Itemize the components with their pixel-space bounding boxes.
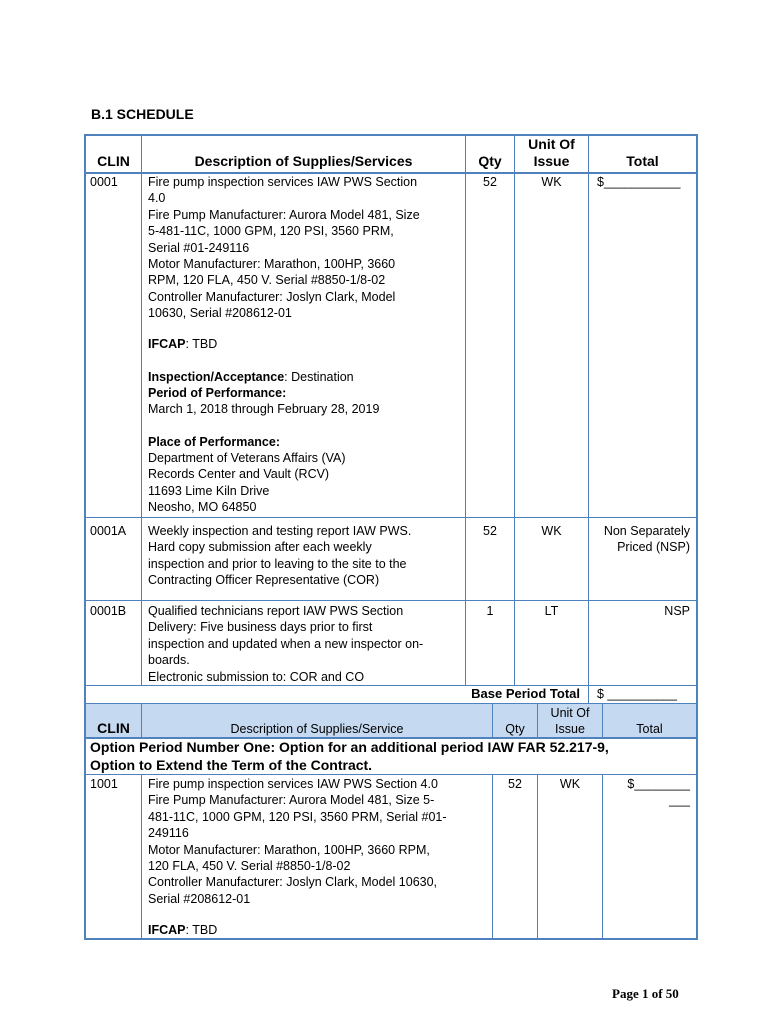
ifcap-label: IFCAP	[148, 923, 186, 937]
clin-cell: 1001	[90, 777, 118, 791]
ifcap-line	[148, 922, 217, 938]
col-line	[84, 134, 86, 704]
header-unit: Unit Of Issue	[528, 136, 575, 169]
qty-cell: 52	[508, 777, 522, 791]
inspection-line	[148, 369, 354, 385]
option-header-qty: Qty	[505, 722, 525, 736]
place-label: Place of Performance:	[148, 435, 280, 449]
option-header-total: Total	[636, 722, 663, 736]
col-line	[537, 775, 538, 939]
section-title: B.1 SCHEDULE	[91, 106, 194, 122]
ifcap-value: : TBD	[185, 923, 218, 937]
option-period-heading: Option Period Number One: Option for an additional period IAW FAR 52.217-9, Option to Extend the Term of the Contract.	[90, 739, 609, 773]
col-line	[696, 134, 698, 704]
page-number: Page 1 of 50	[612, 986, 679, 1001]
base-total-label: Base Period Total	[471, 686, 580, 701]
inspection-label: Inspection/Acceptance	[148, 370, 285, 384]
col-line	[84, 704, 86, 940]
option-header-description: Description of Supplies/Service	[230, 722, 404, 736]
clin-cell: 0001A	[90, 524, 127, 538]
table-border-top	[84, 134, 697, 136]
inspection-value: : Destination	[284, 370, 354, 384]
clin-cell: 0001	[90, 175, 118, 189]
col-line	[141, 775, 142, 939]
description-cell: Fire pump inspection services IAW PWS Section 4.0 Fire Pump Manufacturer: Aurora Model 481, Size 5-481-11C, 1000 GPM, 120 PSI, 3560 PRM, Serial #01-249116 Motor Manufacturer: Marathon, 100HP, 3660 RPM, 120 FLA, 450 V. Serial #8850-1/8-02 Controller Manufacturer: Joslyn Clark, Model 10630, Serial #208612-01	[148, 175, 420, 321]
total-cell: NSP	[664, 604, 690, 618]
header-description: Description of Supplies/Services	[194, 153, 413, 169]
unit-cell: LT	[544, 604, 559, 618]
col-line	[696, 704, 698, 940]
header-clin: CLIN	[97, 153, 130, 169]
header-qty: Qty	[478, 153, 502, 169]
unit-cell: WK	[541, 524, 562, 538]
option-header-clin: CLIN	[97, 720, 130, 736]
clin-cell: 0001B	[90, 604, 127, 618]
row-divider	[84, 600, 697, 601]
description-cell: Weekly inspection and testing report IAW PWS. Hard copy submission after each weekly inspection and prior to leaving to the site to the Contracting Officer Representative (COR)	[148, 524, 412, 588]
header-total: Total	[626, 153, 659, 169]
unit-cell: WK	[541, 175, 562, 189]
total-cell: $________ ___	[627, 777, 690, 808]
row-divider	[84, 774, 697, 775]
col-line	[141, 134, 142, 686]
description-cell: Qualified technicians report IAW PWS Section Delivery: Five business days prior to first inspection and updated when a new inspector on- boards. Electronic submission to: COR and CO	[148, 604, 424, 684]
qty-cell: 1	[486, 604, 494, 618]
option-header-unit: Unit Of Issue	[550, 706, 590, 736]
period-value: March 1, 2018 through February 28, 2019	[148, 402, 380, 416]
qty-cell: 52	[483, 524, 497, 538]
description-cell: Fire pump inspection services IAW PWS Section 4.0 Fire Pump Manufacturer: Aurora Model 481, Size 5- 481-11C, 1000 GPM, 120 PSI, 3560 PRM, Serial #01- 249116 Motor Manufacturer: Marathon, 100HP, 3660 RPM, 120 FLA, 450 V. Serial #8850-1/8-02 Controller Manufacturer: Joslyn Clark, Model 10630, Serial #208612-01	[148, 777, 447, 906]
place-value: Department of Veterans Affairs (VA) Records Center and Vault (RCV) 11693 Lime Kiln Drive Neosho, MO 64850	[148, 451, 346, 515]
col-line	[492, 775, 493, 939]
base-total-value: $ __________	[597, 687, 677, 701]
qty-cell: 52	[483, 175, 497, 189]
ifcap-line	[148, 336, 217, 352]
ifcap-value: : TBD	[185, 337, 218, 351]
total-cell: $___________	[597, 175, 681, 189]
unit-cell: WK	[559, 777, 581, 791]
ifcap-label: IFCAP	[148, 337, 186, 351]
row-divider	[84, 517, 697, 518]
period-label: Period of Performance:	[148, 386, 287, 400]
total-cell: Non Separately Priced (NSP)	[603, 524, 690, 555]
